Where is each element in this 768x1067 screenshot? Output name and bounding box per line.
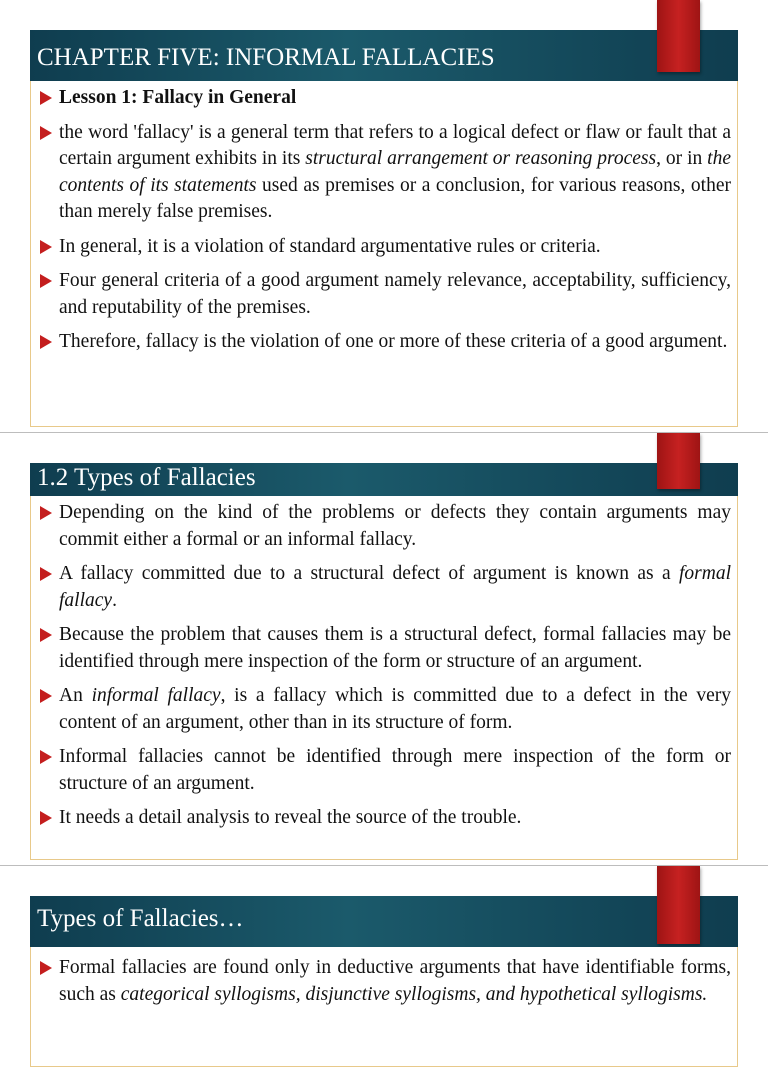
slide-1 [0,0,768,432]
bullet-item [37,744,731,797]
bullet-item [37,120,731,226]
bullet-item [37,329,731,356]
bullet-item [37,683,731,736]
slide-1-red-tab [657,0,700,72]
bullet-item [37,500,731,553]
bullet-text: Formal fallacies are found only in deductive arguments that have identifiable forms, such as [59,957,731,1005]
bullet-item [37,234,731,261]
bullet-arrow-icon [40,506,52,520]
slide-2-red-tab [657,433,700,489]
bullet-text: Four general criteria of a good argument namely relevance, acceptability, sufficiency, and reputability of the premises. [59,270,731,318]
bullet-text: Lesson 1: Fallacy in General [59,87,297,108]
slide-2-title: 1.2 Types of Fallacies [37,464,256,491]
bullet-text: Depending on the kind of the problems or defects they contain arguments may commit either a formal or an informal fallacy. [59,502,731,550]
bullet-text: structural arrangement or reasoning process [305,148,657,169]
slide-2 [0,433,768,865]
bullet-text: used as premises or a conclusion, for various reasons, other than merely false premises. [59,174,731,222]
bullet-text: In general, it is a violation of standard argumentative rules or criteria. [59,235,601,257]
bullet-arrow-icon [40,126,52,140]
bullet-text: Informal fallacies cannot be identified through mere inspection of the form or structure of an argument. [59,746,731,794]
slide-2-bullet-list [31,496,737,832]
bullet-arrow-icon [40,961,52,975]
bullet-text: An [59,685,92,706]
bullet-text: . [112,589,117,611]
bullet-text: , or in [656,148,708,169]
slide-3 [0,866,768,1024]
bullet-text: informal fallacy [91,685,221,706]
bullet-text: the contents of its statements [59,148,731,196]
slide-1-title-bar [30,30,738,81]
bullet-text: Therefore, fallacy is the violation of one or more of these criteria of a good argument. [59,331,728,352]
bullet-arrow-icon [40,335,52,349]
bullet-item [37,622,731,675]
bullet-text: A fallacy committed due to a structural defect of argument is known as a [59,563,679,584]
slide-3-title: Types of Fallacies… [37,905,244,932]
slide-2-content [30,496,738,860]
bullet-arrow-icon [40,274,52,288]
slide-1-bullet-list [31,81,737,356]
bullet-arrow-icon [40,240,52,254]
bullet-arrow-icon [40,689,52,703]
bullet-item [37,268,731,321]
slide-3-red-tab [657,866,700,944]
slide-1-content [30,81,738,427]
slide-2-title-bar [30,463,738,496]
bullet-arrow-icon [40,91,52,105]
bullet-arrow-icon [40,750,52,764]
slide-3-title-bar [30,896,738,947]
slide-3-bullet-list [31,951,737,1008]
bullet-arrow-icon [40,567,52,581]
bullet-arrow-icon [40,811,52,825]
bullet-text: , is a fallacy which is committed due to a defect in the very content of an argument, other than in its structure of form. [59,685,731,733]
bullet-text: formal fallacy [59,563,731,611]
slide-1-title: CHAPTER FIVE: INFORMAL FALLACIES [37,44,495,71]
bullet-arrow-icon [40,628,52,642]
bullet-text: Because the problem that causes them is a structural defect, formal fallacies may be identified through mere inspection of the form or structure of an argument. [59,624,731,672]
bullet-item [37,85,731,112]
bullet-item [37,805,731,832]
bullet-item [37,561,731,614]
slide-3-content [30,947,738,1067]
bullet-item [37,955,731,1008]
bullet-text: the word 'fallacy' is a general term that refers to a logical defect or flaw or fault that a certain argument exhibits in its [59,121,731,169]
bullet-text: It needs a detail analysis to reveal the source of the trouble. [59,807,522,828]
bullet-text: categorical syllogisms, disjunctive syllogisms, and hypothetical syllogisms. [120,983,708,1005]
